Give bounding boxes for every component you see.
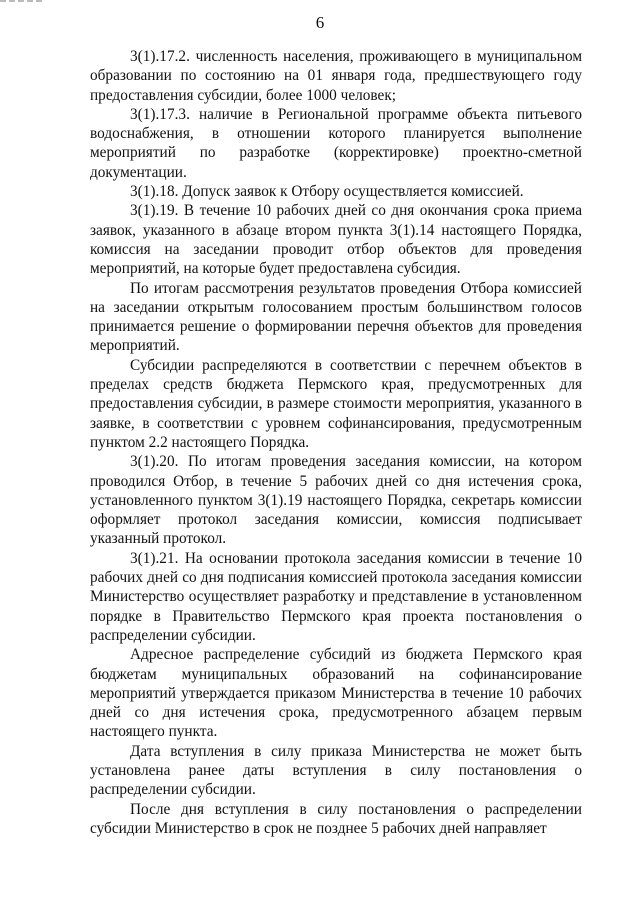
document-body: [90, 47, 582, 838]
paragraph-3-1-20: 3(1).20. По итогам проведения заседания комиссии, на котором проводился Отбор, в течение 5 рабочих дней со дня истечения срока, установленного пунктом 3(1).19 настоящего Порядка, секретарь комиссии оформляет протокол заседания комиссии, комиссия подписывает указанный протокол.: [90, 453, 582, 548]
paragraph-3-1-18: 3(1).18. Допуск заявок к Отбору осуществляется комиссией.: [130, 183, 524, 201]
paragraph-after-effective-date: После дня вступления в силу постановления о распределении субсидии Министерство в срок не позднее 5 рабочих дней направляет: [90, 800, 582, 837]
paragraph-3-1-21: 3(1).21. На основании протокола заседания комиссии в течение 10 рабочих дней со дня подписания комиссией протокола заседания комиссии Министерство осуществляет разработку и представление в установленном порядке в Правительство Пермского края проекта постановления о распределении субсидии.: [90, 549, 582, 644]
paragraph-subsidy-distribution: Субсидии распределяются в соответствии с перечнем объектов в пределах средств бюджета Пермского края, предусмотренных для предоставления субсидии, в размере стоимости мероприятия, указанного в заявке, в соответствии с уровнем софинансирования, предусмотренным пунктом 2.2 настоящего Порядка.: [90, 356, 582, 451]
paragraph-order-effective-date: Дата вступления в силу приказа Министерства не может быть установлена ранее даты вступления в силу постановления о распределении субсидии.: [90, 742, 582, 799]
paragraph-selection-results: По итогам рассмотрения результатов проведения Отбора комиссией на заседании открытым голосованием простым большинством голосов принимается решение о формировании перечня объектов для проведения мероприятий.: [90, 279, 582, 355]
page-number: 6: [315, 13, 325, 32]
scan-edge-mark: [0, 0, 42, 6]
paragraph-address-distribution: Адресное распределение субсидий из бюджета Пермского края бюджетам муниципальных образований на софинансирование мероприятий утверждается приказом Министерства в течение 10 рабочих дней со дня истечения срока, предусмотренного абзацем первым настоящего пункта.: [90, 646, 582, 741]
paragraph-3-1-19: 3(1).19. В течение 10 рабочих дней со дня окончания срока приема заявок, указанного в абзаце втором пункта 3(1).14 настоящего Порядка, комиссия на заседании проводит отбор объектов для проведения мероприятий, на которые будет предоставлена субсидия.: [90, 202, 582, 278]
paragraph-3-1-17-3: 3(1).17.3. наличие в Региональной программе объекта питьевого водоснабжения, в отношении которого планируется выполнение мероприятий по разработке (корректировке) проектно-сметной документации.: [90, 105, 582, 181]
paragraph-3-1-17-2: 3(1).17.2. численность населения, проживающего в муниципальном образовании по состоянию на 01 января года, предшествующего году предоставления субсидии, более 1000 человек;: [90, 48, 582, 104]
